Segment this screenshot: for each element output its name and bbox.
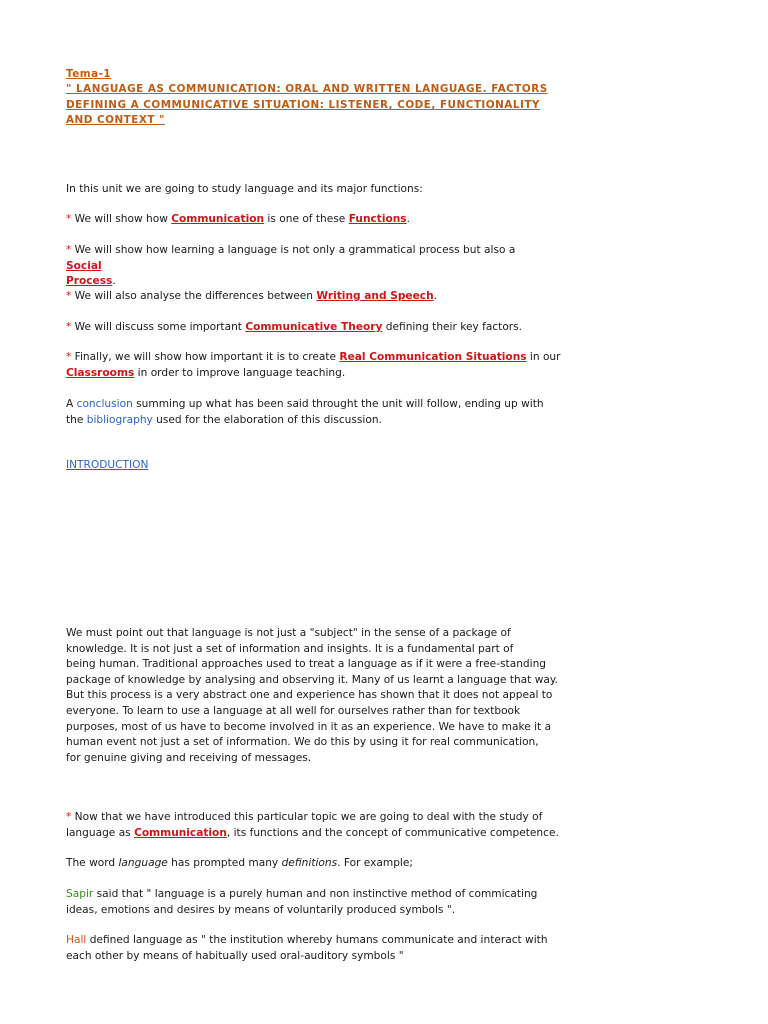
bullet-asterisk: * [66,213,72,225]
bibliography-term: bibliography [86,413,153,426]
keyword-writing-and-speech: Writing and Speech [316,290,434,302]
keyword-social: Social [66,259,102,272]
keyword-communication: Communication [171,213,265,225]
conclusion-term: conclusion [76,398,133,410]
keyword-functions: Functions [348,213,407,225]
keyword-real-communication-situations: Real Communication Situations [339,351,527,363]
bullet-asterisk: * [66,351,72,363]
term-definitions: definitions [281,857,338,869]
bullet-communicative-theory: * We will discuss some important Communicative Theory defining their key factors. [66,321,523,333]
definitions-intro: The word language has prompted many definitions. For example; [66,857,413,869]
bullet-asterisk: * [66,811,72,823]
body-line: being human. Traditional approaches used to treat a language as if it were a free-standing [66,658,547,671]
keyword-communication-2: Communication [134,826,227,839]
body-line: We must point out that language is not just a "subject" in the sense of a package of [66,627,511,639]
bullet-asterisk: * [66,321,72,333]
term-language: language [118,857,168,869]
body-line: package of knowledge by analysing and observing it. Many of us learnt a language that way. [66,673,558,686]
unit-title-line-3: AND CONTEXT " [66,114,165,126]
body-line: human event not just a set of information. We do this by using it for real communication, [66,736,539,749]
unit-title-line-1: " LANGUAGE AS COMMUNICATION: ORAL AND WRITTEN LANGUAGE. FACTORS [66,83,548,95]
keyword-process: Process [66,275,113,288]
body-line: But this process is a very abstract one and experience has shown that it does not appeal to [66,689,553,702]
bullet-asterisk: * [66,290,72,302]
bullet-asterisk: * [66,244,72,256]
author-hall: Hall [66,934,87,946]
bullet-writing-speech: * We will also analyse the differences between Writing and Speech. [66,290,437,302]
introduction-link[interactable]: INTRODUCTION [66,459,149,471]
bullet-real-communication: * Finally, we will show how important it is to create Real Communication Situations in our Classrooms in order to improve language teaching. [66,351,561,379]
sapir-definition: Sapir said that " language is a purely human and non instinctive method of commicating ideas, emotions and desires by means of voluntarily produced symbols ". [66,888,538,916]
body-line: for genuine giving and receiving of messages. [66,751,312,764]
bullet-communication: * We will show how Communication is one of these Functions. [66,213,410,225]
study-paragraph: * Now that we have introduced this particular topic we are going to deal with the study of language as Communication, its functions and the concept of communicative competence. [66,811,559,839]
unit-title-line-2: DEFINING A COMMUNICATIVE SITUATION: LISTENER, CODE, FUNCTIONALITY [66,99,540,111]
keyword-communicative-theory: Communicative Theory [245,321,383,333]
bullet-social-process: * We will show how learning a language is not only a grammatical process but also a Social Process. [66,244,516,288]
body-line: everyone. To learn to use a language at all well for ourselves rather than for textbook [66,704,521,717]
body-line: purposes, most of us have to become involved in it as an experience. We have to make it a [66,720,552,733]
author-sapir: Sapir [66,888,94,900]
body-paragraph [66,626,558,766]
keyword-classrooms: Classrooms [66,366,135,379]
tema-label: Tema-1 [66,68,112,80]
hall-definition: Hall defined language as " the institution whereby humans communicate and interact with each other by means of habitually used oral-auditory symbols " [66,934,548,962]
conclusion-paragraph: A conclusion summing up what has been said throught the unit will follow, ending up with the bibliography used for the elaboration of this discussion. [66,398,544,426]
intro-lead: In this unit we are going to study language and its major functions: [66,183,423,195]
body-line: knowledge. It is not just a set of information and insights. It is a fundamental part of [66,642,514,655]
